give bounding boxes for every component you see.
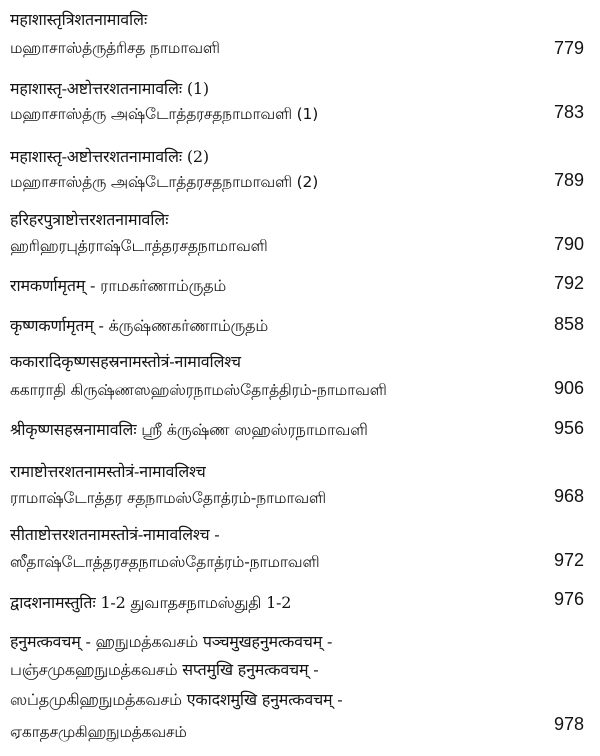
bilingual-title: பஞ்சமுகஹநுமத்கவசம் सप्तमुखि हनुमत्कवचम् - (10, 660, 319, 679)
sanskrit-title: महाशास्तृ-अष्टोत्तरशतनामावलिः (1) (10, 79, 209, 98)
page-number: 956 (553, 418, 584, 438)
bilingual-title: ஸப்தமுகிஹநுமத்கவசம் एकादशमुखि हनुमत्कवचम् - (10, 690, 343, 709)
sanskrit-title: महाशास्तृ-अष्टोत्तरशतनामावलिः (2) (10, 147, 209, 166)
bilingual-title: रामकर्णामृतम् - ராமகர்ணாம்ருதம் (10, 276, 227, 295)
tamil-title: மஹாசாஸ்த்ரு அஷ்டோத்தரசதநாமாவளி (2) (10, 173, 319, 191)
sanskrit-title: सीताष्टोत्तरशतनामस्तोत्रं-नामावलिश्च - (10, 525, 220, 544)
page-number: 790 (553, 234, 584, 254)
bilingual-title: श्रीकृष्णसहस्रनामावलिः ஶ்ரீ க்ருஷ்ண ஸஹஸ்ரநாமாவளி (10, 420, 368, 439)
sanskrit-title: ककारादिकृष्णसहस्रनामस्तोत्रं-नामावलिश्च (10, 352, 241, 371)
bilingual-title: द्वादशनामस्तुतिः 1-2 துவாதசநாமஸ்துதி 1-2 (10, 593, 292, 612)
tamil-title: ஹரிஹரபுத்ராஷ்டோத்தரசதநாமாவளி (10, 237, 268, 255)
bilingual-title: हनुमत्कवचम् - ஹநுமத்கவசம் पञ्चमुखहनुमत्कवचम् - (10, 632, 333, 651)
page-number: 858 (553, 314, 584, 334)
tamil-title: ராமாஷ்டோத்தர சதநாமஸ்தோத்ரம்-நாமாவளி (10, 489, 326, 507)
page-number: 789 (553, 170, 584, 190)
bilingual-title: कृष्णकर्णामृतम् - க்ருஷ்ணகர்ணாம்ருதம் (10, 316, 269, 335)
sanskrit-title: हरिहरपुत्राष्टोत्तरशतनामावलिः (10, 210, 169, 229)
page-number: 976 (553, 589, 584, 609)
sanskrit-title: रामाष्टोत्तरशतनामस्तोत्रं-नामावलिश्च (10, 462, 206, 481)
tamil-title: மஹாசாஸ்த்ரு அஷ்டோத்தரசதநாமாவளி (1) (10, 105, 319, 123)
page-number: 968 (553, 486, 584, 506)
page-number: 779 (553, 38, 584, 58)
tamil-title: ஸீதாஷ்டோத்தரசதநாமஸ்தோத்ரம்-நாமாவளி (10, 553, 320, 571)
sanskrit-title: महाशास्तृत्रिशतनामावलिः (10, 10, 148, 29)
page-number: 972 (553, 550, 584, 570)
page-number: 792 (553, 273, 584, 293)
page-number: 906 (553, 378, 584, 398)
tamil-title: ககாராதி கிருஷ்ணஸஹஸ்ரநாமஸ்தோத்திரம்-நாமாவளி (10, 381, 387, 399)
tamil-title: மஹாசாஸ்த்ருத்ரிசத நாமாவளி (10, 39, 220, 57)
tamil-title: ஏகாதசமுகிஹநுமத்கவசம் (10, 723, 187, 741)
page-number: 783 (553, 102, 584, 122)
page-number: 978 (553, 714, 584, 734)
